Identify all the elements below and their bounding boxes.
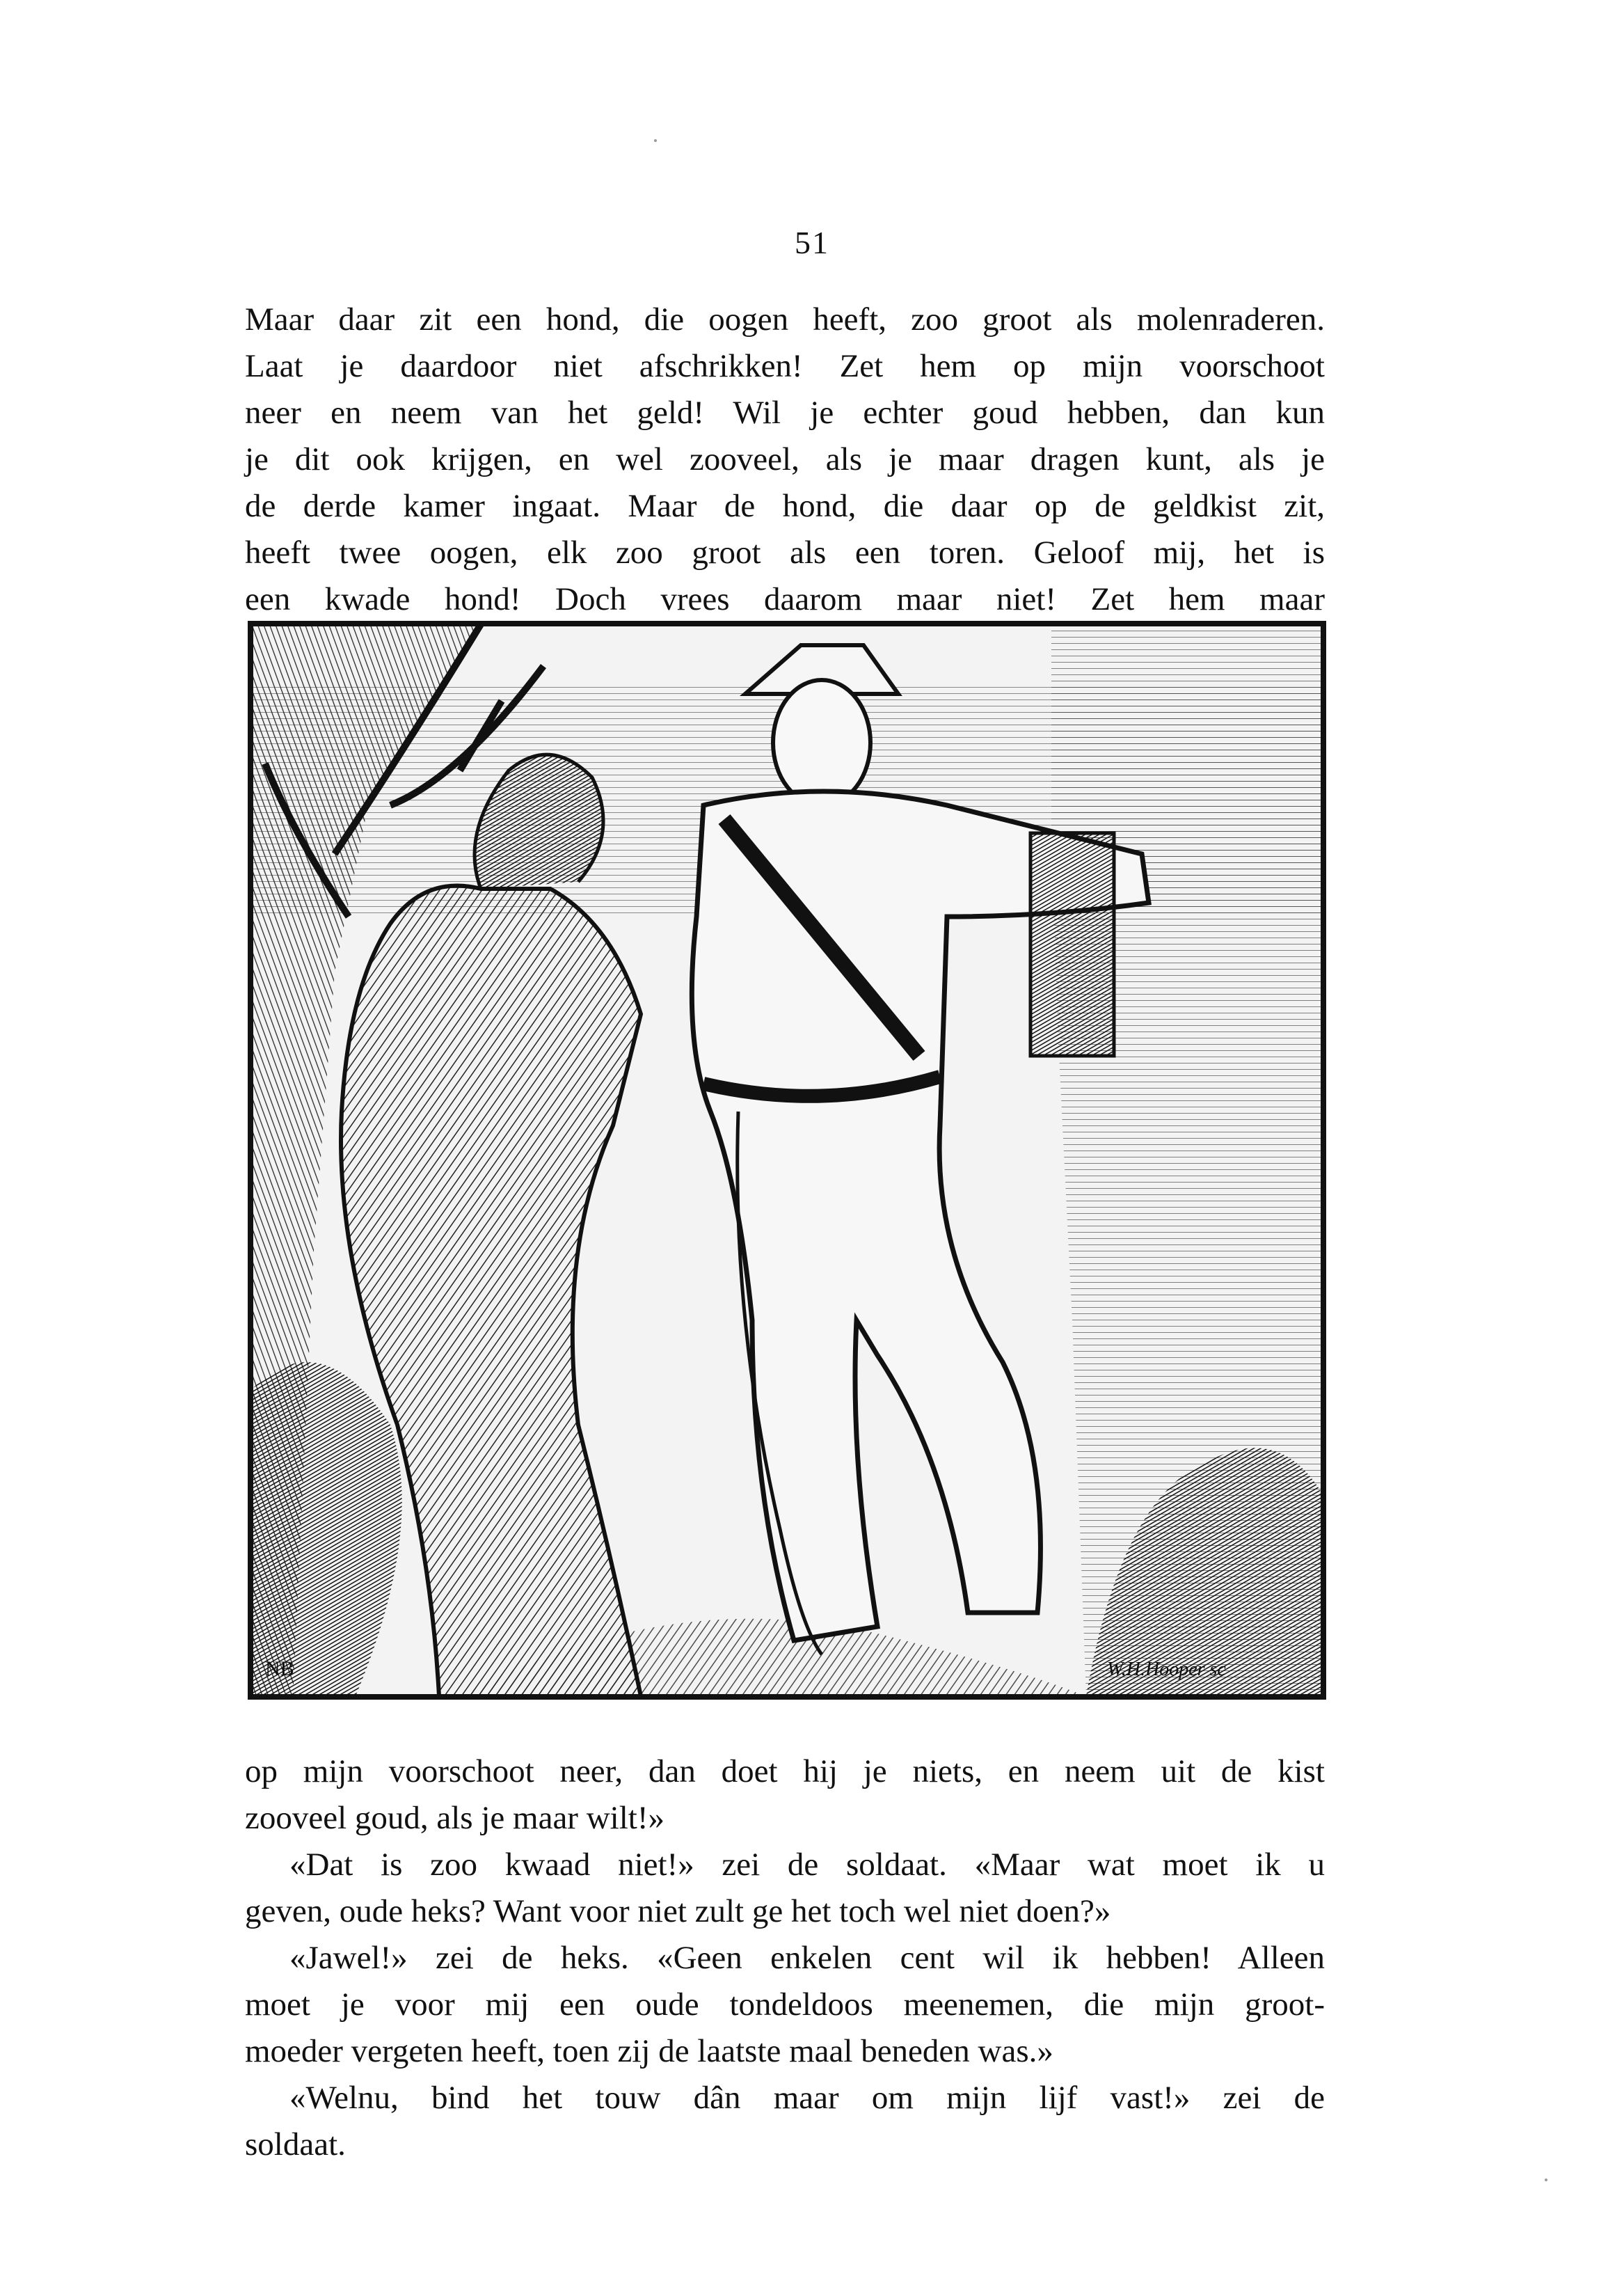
paper-speck — [1545, 2179, 1547, 2181]
text-line: zooveel goud, als je maar wilt!» — [245, 1800, 664, 1836]
engraver-signature: W.H.Hooper sc — [1107, 1659, 1226, 1680]
paper-speck — [654, 139, 657, 142]
text-line: een kwade hond! Doch vrees daarom maar niet! Zet hem maar — [245, 581, 1325, 617]
text-line: Maar daar zit een hond, die oogen heeft, zoo groot als molenraderen. — [245, 301, 1325, 338]
bottom-text — [245, 1748, 1325, 2168]
illustration-monogram: NB — [265, 1657, 294, 1680]
top-paragraph — [245, 297, 1325, 623]
text-line: «Welnu, bind het touw dân maar om mijn lijf vast!» zei de — [289, 2080, 1325, 2116]
plaid-cloth — [1030, 833, 1114, 1056]
text-line: geven, oude heks? Want voor niet zult ge het toch wel niet doen?» — [245, 1893, 1111, 1929]
text-line: moet je voor mij een oude tondeldoos meenemen, die mijn groot- — [245, 1986, 1325, 2023]
text-line: je dit ook krijgen, en wel zooveel, als je maar dragen kunt, als je — [245, 441, 1325, 477]
text-line: moeder vergeten heeft, toen zij de laatste maal beneden was.» — [245, 2033, 1053, 2069]
text-line: «Dat is zoo kwaad niet!» zei de soldaat. «Maar wat moet ik u — [289, 1847, 1325, 1883]
text-line: de derde kamer ingaat. Maar de hond, die daar op de geldkist zit, — [245, 488, 1325, 524]
text-line: op mijn voorschoot neer, dan doet hij je niets, en neem uit de kist — [245, 1753, 1325, 1789]
soldier-head — [773, 680, 870, 805]
illustration-drawing — [251, 624, 1323, 1696]
page-number: 51 — [795, 225, 829, 260]
text-line: soldaat. — [245, 2126, 346, 2163]
woodcut-illustration — [248, 621, 1326, 1700]
text-line: «Jawel!» zei de heks. «Geen enkelen cent wil ik hebben! Alleen — [289, 1940, 1325, 1976]
text-line: heeft twee oogen, elk zoo groot als een toren. Geloof mij, het is — [245, 535, 1325, 571]
text-line: neer en neem van het geld! Wil je echter goud hebben, dan kun — [245, 395, 1325, 431]
text-line: Laat je daardoor niet afschrikken! Zet hem op mijn voorschoot — [245, 348, 1325, 384]
